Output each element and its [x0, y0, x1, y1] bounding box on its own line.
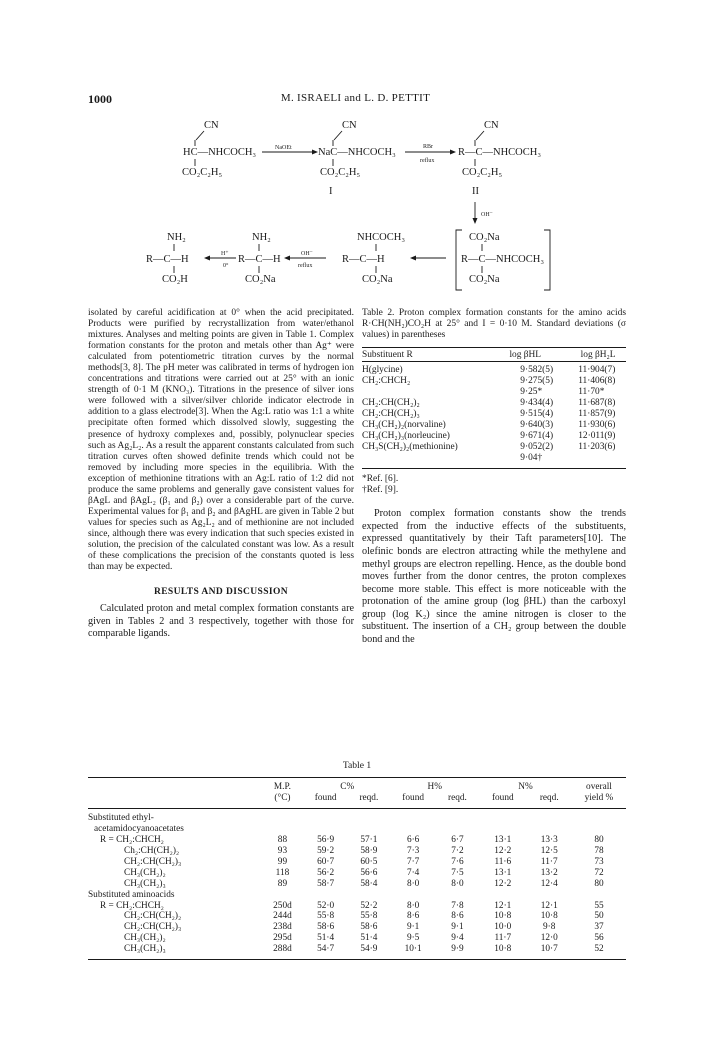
table-cell: 10·8 — [540, 911, 558, 922]
table-row — [362, 420, 626, 431]
table-cell: CH₂:CH(CH₂)₃ — [124, 922, 182, 933]
scheme-b1-nh2: NH₂ — [167, 232, 186, 243]
table-cell: 56·6 — [360, 867, 378, 878]
table2-header: log βH₂L — [580, 350, 616, 361]
paragraph-results: Calculated proton and metal complex formation constants are given in Tables 2 and 3 respectively, together with those for comparable ligands. — [88, 603, 354, 640]
table-cell: 11·904(7) — [578, 365, 616, 376]
table-cell: 11·7 — [494, 933, 512, 944]
table-cell: 9·582(5) — [520, 365, 554, 376]
table-cell: CH₃S(CH₂)₂(methionine) — [362, 442, 458, 453]
scheme-s1-bottom: CO₂C₂H₅ — [182, 167, 223, 178]
table-cell: CH₂:CH(CH₂)₃ — [362, 409, 420, 420]
table1 — [88, 782, 626, 960]
table-row — [362, 453, 626, 464]
scheme-b2-fragment: R—C—H — [238, 254, 281, 265]
table-cell: CH₂:CHCH₂ — [362, 376, 411, 387]
table-cell: 55 — [594, 900, 604, 911]
table-cell: (°C) — [274, 792, 291, 803]
table1-header-c: C% — [340, 782, 355, 792]
table-cell: 250d — [273, 900, 292, 911]
table-cell: 7·7 — [406, 856, 420, 867]
table-cell: 9·1 — [406, 922, 420, 933]
table-cell: 9·25* — [520, 387, 543, 398]
table-cell: 10·7 — [540, 944, 558, 955]
table-cell: 58·9 — [360, 845, 378, 856]
table1-block — [88, 760, 626, 960]
table-cell: 99 — [277, 856, 288, 867]
table-cell: 52·2 — [360, 900, 378, 911]
scheme-b3-bottom: CO₂Na — [362, 274, 393, 285]
table-cell: CH₃(CH₂)₃ — [124, 944, 166, 955]
table-row — [88, 901, 626, 912]
scheme-b4-bottom: CO₂Na — [469, 274, 500, 285]
table-cell: 13·1 — [494, 834, 512, 845]
table-cell: CH₂:CH(CH₂)₂ — [362, 398, 420, 409]
table-cell: 9·515(4) — [520, 409, 554, 420]
table-cell: 52 — [594, 944, 604, 955]
scheme-b3-nhcoch3: NHCOCH₃ — [357, 232, 405, 243]
scheme-bond — [476, 131, 484, 140]
scheme-reagent-naoet: NaOEt — [275, 145, 292, 151]
table-cell: 8·0 — [451, 878, 464, 889]
scheme-label-ii: II — [472, 186, 479, 197]
running-head: M. ISRAELI and L. D. PETTIT — [280, 92, 431, 104]
scheme-b1-bottom: CO₂H — [162, 274, 188, 285]
table-cell: 11·6 — [494, 856, 512, 867]
table-row — [88, 846, 626, 857]
table-cell: 58·4 — [360, 878, 378, 889]
table-cell — [362, 453, 480, 464]
table-cell: found — [402, 792, 424, 803]
table-cell: 12·0 — [540, 933, 558, 944]
table-cell: 12·1 — [540, 900, 558, 911]
table-row — [362, 387, 626, 398]
table-cell: 56·2 — [317, 867, 335, 878]
table-cell: 9·5 — [406, 933, 420, 944]
table-row — [362, 365, 626, 376]
table-cell: 9·434(4) — [520, 398, 554, 409]
table-cell: R = CH₂:CHCH₂ — [100, 900, 164, 911]
scheme-bond — [334, 131, 342, 140]
table-row — [88, 835, 626, 846]
table2-footnote: †Ref. [9]. — [362, 485, 399, 496]
table-cell: 6·6 — [406, 834, 420, 845]
scheme-b1-fragment: R—C—H — [146, 254, 189, 265]
table1-header-h: H% — [427, 782, 442, 792]
reaction-scheme — [0, 110, 711, 305]
scheme-oh-reflux-bottom: reflux — [298, 263, 313, 269]
table-cell: 7·4 — [406, 867, 420, 878]
table-cell: found — [314, 792, 337, 803]
table-row — [362, 398, 626, 409]
table1-header-overall: overall — [586, 782, 612, 792]
table-row — [362, 442, 626, 453]
scheme-zero-deg: 0° — [223, 263, 229, 269]
table-cell: 9·8 — [543, 922, 556, 933]
table-cell: 7·8 — [451, 900, 464, 911]
table-cell: 10·1 — [404, 944, 422, 955]
scheme-b4-fragment: R—C—NHCOCH₃ — [461, 254, 545, 265]
right-column — [362, 308, 626, 647]
scheme-s3-bottom: CO₂C₂H₅ — [462, 167, 503, 178]
table-cell: 13·1 — [494, 867, 512, 878]
table-cell: 10·0 — [494, 922, 512, 933]
table-cell: 73 — [594, 856, 604, 867]
table-cell: 93 — [277, 845, 288, 856]
table-cell: 12·1 — [494, 900, 512, 911]
scheme-cn-2: CN — [342, 120, 357, 131]
table-cell: 8·6 — [406, 911, 420, 922]
table-cell: 37 — [594, 922, 604, 933]
scheme-arrowhead — [204, 256, 210, 261]
table-cell: 54·7 — [317, 944, 335, 955]
table-cell: 8·0 — [406, 900, 420, 911]
table-cell: CH₃(CH₂)₂ — [124, 867, 166, 878]
table-cell: 244d — [273, 911, 292, 922]
table2-caption: Table 2. Proton complex formation constants for the amino acids R·CH(NH₂)CO₂H at 25° and I = 0·10 M. Standard deviations (σ values) in parentheses — [362, 308, 626, 341]
table-cell: yield % — [584, 792, 614, 803]
scheme-arrowhead — [450, 150, 456, 155]
table-cell: 11·930(6) — [578, 420, 616, 431]
table-cell: 55·8 — [360, 911, 378, 922]
table-cell: found — [491, 792, 514, 803]
table-cell: 7·6 — [451, 856, 464, 867]
scheme-cn-1: CN — [204, 120, 219, 131]
table-cell: 58·6 — [317, 922, 335, 933]
left-column — [88, 308, 354, 641]
table-cell: 10·8 — [494, 944, 512, 955]
table-cell: 10·8 — [494, 911, 512, 922]
table-cell: 11·70* — [578, 387, 605, 398]
table-cell: 56 — [594, 933, 604, 944]
table-row — [362, 431, 626, 442]
scheme-s2-bottom: CO₂C₂H₅ — [320, 167, 361, 178]
scheme-s2-fragment: NaC—NHCOCH₃ — [318, 147, 396, 158]
table-cell: 89 — [277, 878, 288, 889]
table-cell: 7·2 — [451, 845, 464, 856]
table2-header: log βHL — [509, 350, 542, 361]
scheme-label-i: I — [329, 186, 333, 197]
table-cell: 8·0 — [406, 878, 420, 889]
scheme-b4-top: CO₂Na — [469, 232, 500, 243]
table-row — [88, 922, 626, 933]
table-cell: 238d — [273, 922, 292, 933]
table-row — [88, 857, 626, 868]
table-cell: 118 — [275, 867, 290, 878]
table1-section-title: Substituted ethyl- — [88, 812, 154, 823]
table-cell: 11·203(6) — [578, 442, 616, 453]
table-cell: 9·275(5) — [520, 376, 554, 387]
table-cell: 54·9 — [360, 944, 378, 955]
scheme-arrowhead — [410, 256, 416, 261]
table-cell: 12·2 — [494, 878, 512, 889]
table-cell: 9·04† — [520, 453, 543, 464]
table-cell: 6·7 — [451, 834, 464, 845]
scheme-b2-nh2: NH₂ — [252, 232, 271, 243]
table-cell: 7·5 — [451, 867, 464, 878]
table-cell: reqd. — [359, 792, 379, 803]
table-cell: 60·7 — [317, 856, 335, 867]
table-cell: 56·9 — [317, 834, 335, 845]
table2-header: Substituent R — [362, 350, 413, 361]
table-cell: 13·3 — [540, 834, 558, 845]
table-cell: 60·5 — [360, 856, 378, 867]
table-cell: 9·052(2) — [520, 442, 554, 453]
scheme-b3-fragment: R—C—H — [342, 254, 385, 265]
table-cell: 9·4 — [451, 933, 464, 944]
table-cell: 9·1 — [451, 922, 464, 933]
scheme-s3-fragment: R—C—NHCOCH₃ — [458, 147, 542, 158]
table-cell: 12·011(9) — [578, 431, 616, 442]
table-cell: 72 — [594, 867, 604, 878]
table-cell: 8·6 — [451, 911, 464, 922]
table-cell: CH₂:CH(CH₂)₂ — [124, 911, 182, 922]
table-cell: 55·8 — [317, 911, 335, 922]
table-cell: 12·5 — [540, 845, 558, 856]
scheme-reagent-rbr: RBr — [423, 144, 434, 150]
table-cell: Ch₂:CH(CH₂)₂ — [124, 845, 180, 856]
table-cell: 59·2 — [317, 845, 335, 856]
scheme-oh-reflux-top: OH⁻ — [301, 251, 313, 257]
table-cell: CH₂:CH(CH₂)₃ — [124, 856, 182, 867]
table-cell: 50 — [594, 911, 604, 922]
table-cell: R = CH₂:CHCH₂ — [100, 834, 164, 845]
scheme-hplus: H⁺ — [221, 251, 229, 257]
table-row — [88, 944, 626, 955]
table-cell: 80 — [594, 834, 604, 845]
table-cell: reqd. — [448, 792, 467, 803]
paragraph-discussion: Proton complex formation constants show the trends expected from the inductive effects of the substituents, expressed quantitatively by their Taft parameters[10]. The olefinic bonds are electron attracting while the methylene and methyl groups are electron repelling. Hence, as the double bond moves further from the donor centres, the proton complexes become more stable. This effect is more noticeable with the protonation of the amine group (log βHL) than the carboxyl group (log K₂) since the amine nitrogen is closer to the substituent. The insertion of a CH₂ group between the double bond and the — [362, 508, 626, 646]
table-cell: 51·4 — [317, 933, 335, 944]
table-cell: 11·857(9) — [578, 409, 616, 420]
table-cell: 11·7 — [540, 856, 558, 867]
table-row — [88, 911, 626, 922]
table-cell: CH₃(CH₂)₂ — [124, 933, 166, 944]
table-cell: 80 — [594, 878, 604, 889]
table-row — [88, 868, 626, 879]
scheme-b2-bottom: CO₂Na — [245, 274, 276, 285]
table-cell: 11·687(8) — [578, 398, 616, 409]
table-row — [88, 933, 626, 944]
table-cell: 13·2 — [540, 867, 558, 878]
table1-header-n: N% — [518, 782, 533, 792]
table-cell: 58·7 — [317, 878, 335, 889]
scheme-bond — [196, 131, 204, 140]
scheme-arrowhead — [473, 218, 478, 224]
table-cell: CH₃(CH₂)₃ — [124, 878, 166, 889]
table-cell: 12·4 — [540, 878, 558, 889]
table-cell: CH₃(CH₂)₂(norvaline) — [362, 420, 446, 431]
table-cell: 11·406(8) — [578, 376, 616, 387]
table-cell: 58·6 — [360, 922, 378, 933]
table-cell: 295d — [273, 933, 292, 944]
table2 — [362, 350, 626, 469]
table-cell: 9·9 — [451, 944, 464, 955]
table-cell: 9·671(4) — [520, 431, 554, 442]
table-cell: 52·0 — [317, 900, 335, 911]
table1-section-title: Substituted aminoacids — [88, 889, 175, 900]
table-cell: H(glycine) — [362, 365, 403, 376]
table-cell: 12·2 — [494, 845, 512, 856]
scheme-s1-fragment: HC—NHCOCH₃ — [183, 147, 257, 158]
table1-section-title: acetamidocyanoacetates — [94, 823, 184, 834]
table-cell — [362, 387, 480, 398]
table-cell: reqd. — [539, 792, 559, 803]
table-cell: 9·640(3) — [520, 420, 554, 431]
table-cell: 51·4 — [360, 933, 378, 944]
table-cell: 57·1 — [360, 834, 378, 845]
scheme-arrowhead — [284, 256, 290, 261]
table-row — [362, 376, 626, 387]
table-row — [88, 879, 626, 890]
table-cell: 7·3 — [406, 845, 420, 856]
scheme-oh-arrow: OH⁻ — [481, 212, 493, 218]
section-title: RESULTS AND DISCUSSION — [153, 587, 289, 598]
scheme-reagent-reflux: reflux — [420, 158, 435, 164]
table-cell: 78 — [594, 845, 604, 856]
paragraph-methods: isolated by careful acidification at 0° when the acid precipitated. Products were purified by recrystallization from water/ethanol mixtures. Analyses and melting points are given in Table 1. Complex formation constants for the proton and metals other than Ag⁺ were calculated from potentiometric titration curves by the normal methods[3, 8]. The pH meter was calibrated in terms of hydrogen ion concentrations and titrations were carried out at 25° with an ionic strength of 0·1 M (KNO₃). Titrations in the presence of silver ions were followed with a silver/silver chloride indicator electrode in addition to a glass electrode[3]. When the Ag:L ratio was 1:1 a white precipitate often formed which dissolved slowly, suggesting the presence of hydroxy complexes and, possibly, polynuclear species such as Ag₂L₂. As a result the apparent constants calculated from such titration curves often showed definite trends which could not be removed by including more species in the equilibria. With the exception of methionine titrations with an Ag:L ratio of 1:2 did not produce the same problems and generally gave consistent values for βAgL and βAgL₂ (β₁ and β₂) over a considerable part of the curve. Experimental values for β₁ and β₂ and βAgHL are given in Table 2 but values for species such as Ag₂L₂ and of methionine are not included since, although there was every indication that such species existed in solution, the precision of the calculated constant was low. As a result of these complications the precision of the constants quoted is less than may be expected. — [88, 308, 354, 573]
table-cell: CH₃(CH₂)₃(norleucine) — [362, 431, 450, 442]
table-cell — [570, 453, 626, 464]
table1-header-mp: M.P. — [273, 782, 291, 792]
table-cell: 288d — [273, 944, 292, 955]
table-row — [362, 409, 626, 420]
page-number: 1000 — [88, 92, 112, 106]
table-cell: 88 — [277, 834, 288, 845]
table1-title: Table 1 — [342, 760, 372, 771]
table2-footnote: *Ref. [6]. — [362, 474, 399, 485]
scheme-bracket-right — [544, 230, 550, 290]
scheme-cn-3: CN — [484, 120, 499, 131]
